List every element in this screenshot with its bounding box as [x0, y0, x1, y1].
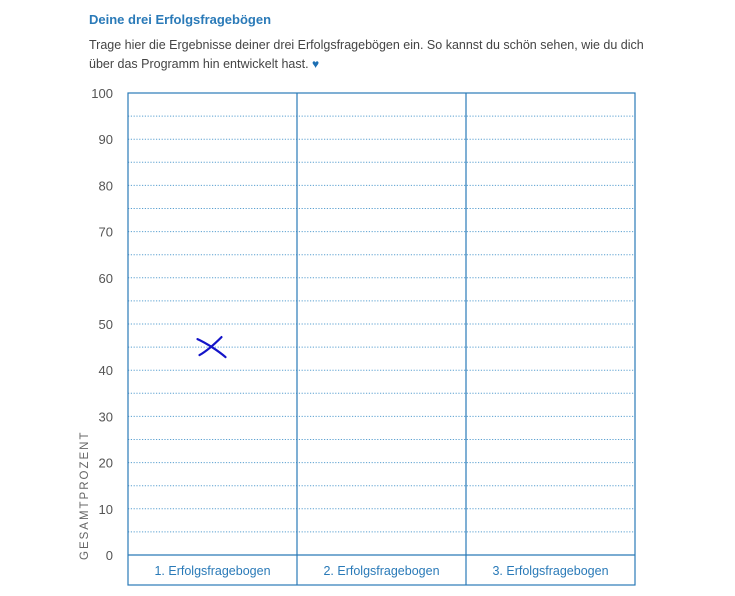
y-axis-label: GESAMTPROZENT — [79, 430, 91, 560]
chart-title: Deine drei Erfolgsfragebögen — [89, 12, 272, 27]
y-tick-label: 100 — [91, 86, 113, 101]
y-axis-ticks — [91, 86, 113, 563]
grid-layer — [128, 116, 635, 532]
y-tick-label: 70 — [98, 224, 113, 240]
category-label: 2. Erfolgsfragebogen — [323, 564, 440, 578]
y-tick-label: 10 — [98, 501, 113, 517]
category-label: 3. Erfolgsfragebogen — [492, 564, 609, 578]
y-tick-label: 0 — [105, 548, 113, 563]
description-text: Trage hier die Ergebnisse deiner drei Erfolgsfragebögen ein. So kannst du schön sehen, wie du dich über das Programm hin entwickelt hast. — [89, 38, 644, 71]
y-tick-label: 80 — [98, 178, 113, 194]
category-label: 1. Erfolgsfragebogen — [154, 564, 271, 578]
chart-frame — [128, 93, 635, 585]
y-tick-label: 90 — [98, 132, 113, 148]
heart-icon: ♥ — [312, 57, 320, 71]
y-tick-label: 40 — [98, 363, 113, 379]
category-labels — [154, 564, 608, 578]
y-tick-label: 60 — [98, 270, 113, 286]
y-tick-label: 30 — [98, 409, 113, 425]
y-tick-label: 50 — [98, 317, 113, 332]
y-tick-label: 20 — [98, 455, 113, 471]
chart-border — [128, 93, 635, 585]
